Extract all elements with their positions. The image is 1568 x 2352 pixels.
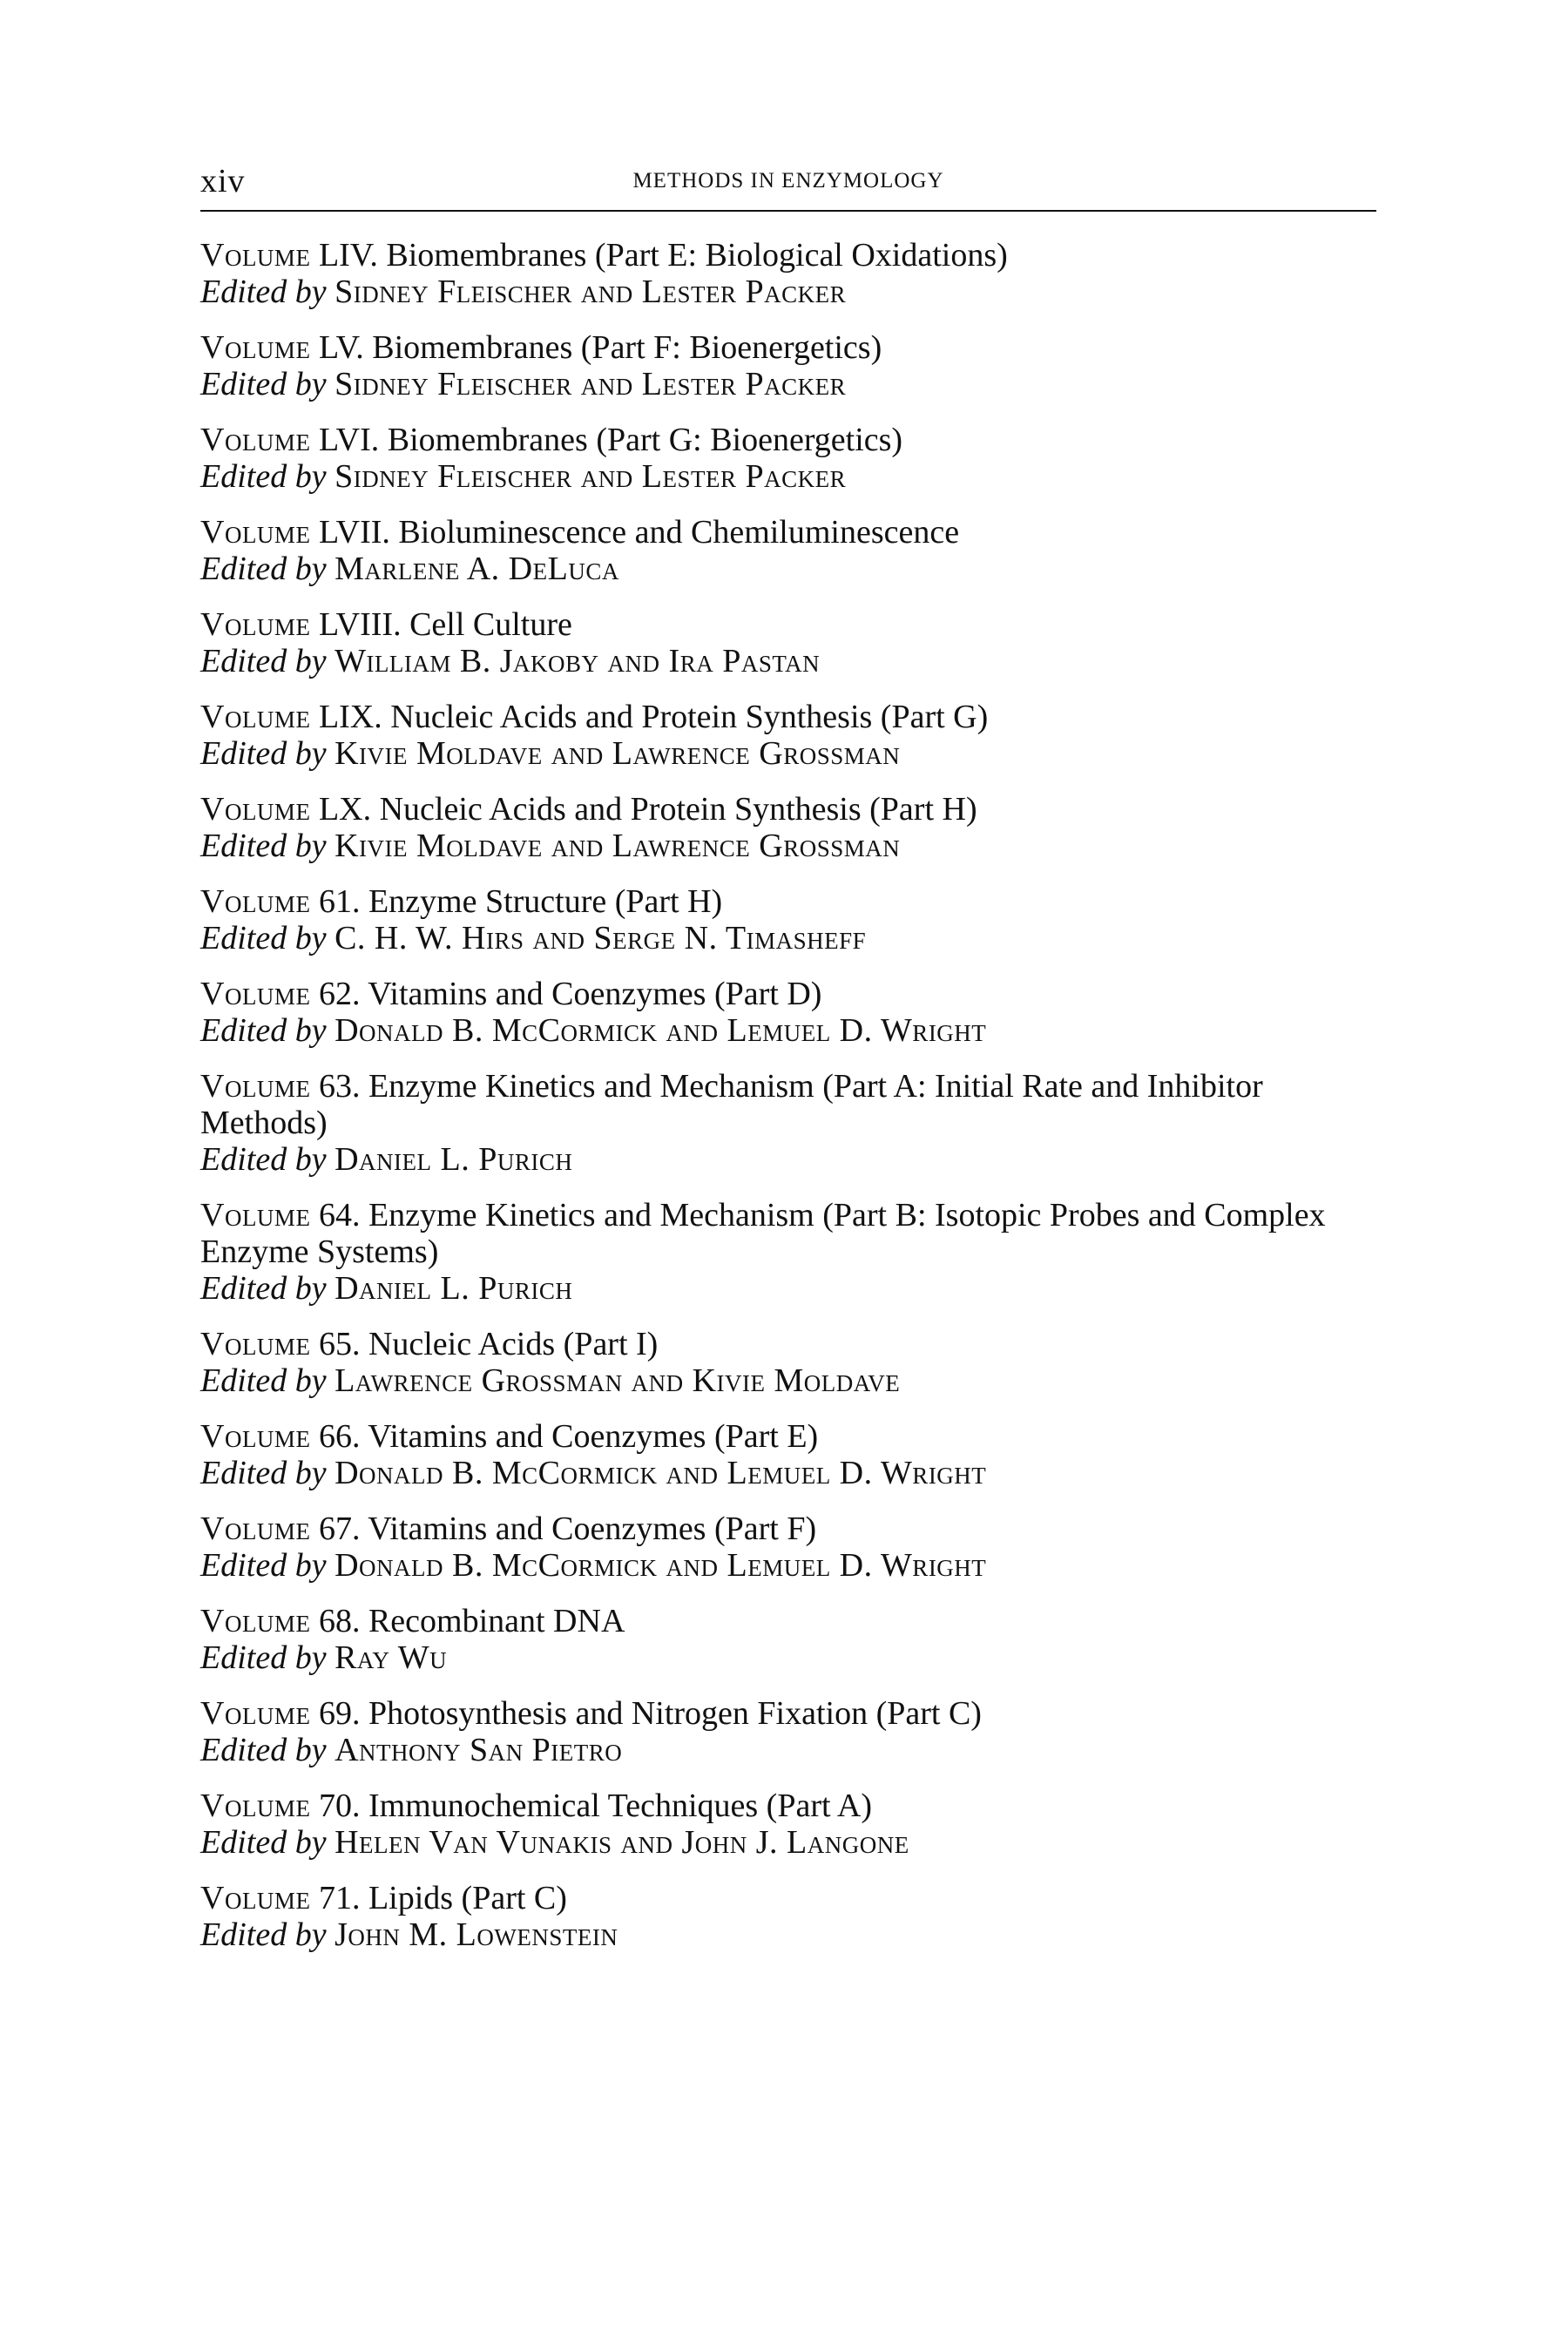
volume-word: Volume [200, 422, 311, 458]
editor-names: Donald B. McCormick and Lemuel D. Wright [335, 1547, 987, 1584]
editors-line [200, 1362, 1368, 1399]
header-rule [200, 210, 1376, 212]
editor-names: Daniel L. Purich [335, 1141, 573, 1178]
volume-title: Vitamins and Coenzymes (Part D) [368, 976, 822, 1012]
editors-line [200, 1916, 1368, 1953]
volume-title: Vitamins and Coenzymes (Part E) [368, 1418, 819, 1455]
editors-line [200, 1270, 1368, 1307]
volume-word: Volume [200, 1695, 311, 1732]
editor-names: Sidney Fleischer and Lester Packer [335, 274, 847, 310]
volume-number: LVI [318, 422, 371, 458]
volume-number: LVII [318, 514, 382, 551]
edited-by-label: Edited by [200, 1362, 327, 1399]
volume-title: Biomembranes (Part E: Biological Oxidations) [386, 237, 1008, 274]
editor-names: C. H. W. Hirs and Serge N. Timasheff [335, 920, 867, 956]
volume-entry [200, 329, 1368, 402]
editor-names: Kivie Moldave and Lawrence Grossman [335, 735, 901, 772]
edited-by-label: Edited by [200, 643, 327, 679]
editor-names: Donald B. McCormick and Lemuel D. Wright [335, 1455, 987, 1491]
volume-entry [200, 422, 1368, 495]
volume-entry [200, 1068, 1368, 1178]
volume-word: Volume [200, 1511, 311, 1547]
volume-entry [200, 883, 1368, 956]
volume-title: Immunochemical Techniques (Part A) [368, 1788, 873, 1824]
volume-number: 66 [318, 1418, 352, 1455]
volume-title: Recombinant DNA [368, 1603, 625, 1639]
volume-word: Volume [200, 976, 311, 1012]
volume-title-line: Volume 70. Immunochemical Techniques (Part A) [200, 1788, 873, 1824]
editors-line [200, 828, 1368, 864]
volume-word: Volume [200, 699, 311, 735]
volume-entry [200, 237, 1368, 310]
volume-word: Volume [200, 1880, 311, 1916]
volume-entry [200, 1418, 1368, 1491]
volume-word: Volume [200, 1326, 311, 1362]
volume-number: 63 [318, 1068, 352, 1105]
editor-names: Kivie Moldave and Lawrence Grossman [335, 828, 901, 864]
edited-by-label: Edited by [200, 366, 327, 402]
volume-word: Volume [200, 1068, 311, 1105]
volume-title-line: Volume 71. Lipids (Part C) [200, 1880, 567, 1916]
volume-title-line: Volume 64. Enzyme Kinetics and Mechanism (Part B: Isotopic Probes and Complex Enzyme Systems) [200, 1197, 1326, 1270]
page-number: xiv [200, 163, 246, 199]
editors-line [200, 274, 1368, 310]
editor-names: John M. Lowenstein [335, 1916, 618, 1953]
volume-number: LIX [318, 699, 375, 735]
edited-by-label: Edited by [200, 1141, 327, 1178]
volume-title: Nucleic Acids (Part I) [368, 1326, 659, 1362]
editors-line [200, 551, 1368, 587]
volume-title-line: Volume 69. Photosynthesis and Nitrogen Fixation (Part C) [200, 1695, 982, 1732]
volume-word: Volume [200, 1197, 311, 1233]
edited-by-label: Edited by [200, 1824, 327, 1861]
volume-title-line: Volume 61. Enzyme Structure (Part H) [200, 883, 723, 920]
editors-line [200, 1639, 1368, 1676]
volume-entry [200, 1880, 1368, 1953]
volume-title-line: Volume 63. Enzyme Kinetics and Mechanism (Part A: Initial Rate and Inhibitor Methods) [200, 1068, 1263, 1141]
volume-entry [200, 1197, 1368, 1307]
edited-by-label: Edited by [200, 458, 327, 495]
edited-by-label: Edited by [200, 1455, 327, 1491]
volume-word: Volume [200, 1788, 311, 1824]
edited-by-label: Edited by [200, 828, 327, 864]
volume-title: Lipids (Part C) [368, 1880, 567, 1916]
volume-title: Biomembranes (Part G: Bioenergetics) [387, 422, 903, 458]
editor-names: Helen Van Vunakis and John J. Langone [335, 1824, 909, 1861]
volume-title-line: Volume LVI. Biomembranes (Part G: Bioenergetics) [200, 422, 903, 458]
volume-entry [200, 791, 1368, 864]
volume-title-line: Volume 68. Recombinant DNA [200, 1603, 625, 1639]
editors-line [200, 1141, 1368, 1178]
volume-number: 62 [318, 976, 352, 1012]
volume-word: Volume [200, 237, 311, 274]
editors-line [200, 1547, 1368, 1584]
editor-names: Daniel L. Purich [335, 1270, 573, 1307]
volume-title: Photosynthesis and Nitrogen Fixation (Part C) [368, 1695, 982, 1732]
volume-title: Nucleic Acids and Protein Synthesis (Part G) [390, 699, 989, 735]
volume-entry [200, 606, 1368, 679]
editors-line [200, 735, 1368, 772]
volume-word: Volume [200, 883, 311, 920]
editor-names: Sidney Fleischer and Lester Packer [335, 458, 847, 495]
volume-number: 67 [318, 1511, 352, 1547]
editor-names: Sidney Fleischer and Lester Packer [335, 366, 847, 402]
volume-word: Volume [200, 1418, 311, 1455]
volume-title-line: Volume LX. Nucleic Acids and Protein Synthesis (Part H) [200, 791, 977, 828]
volume-number: 61 [318, 883, 352, 920]
volume-title-line: Volume 65. Nucleic Acids (Part I) [200, 1326, 659, 1362]
volume-number: LVIII [318, 606, 394, 643]
volume-title: Vitamins and Coenzymes (Part F) [368, 1511, 817, 1547]
editors-line [200, 1455, 1368, 1491]
volume-title: Bioluminescence and Chemiluminescence [398, 514, 960, 551]
volume-entry [200, 1511, 1368, 1584]
volume-title-line: Volume LIV. Biomembranes (Part E: Biological Oxidations) [200, 237, 1008, 274]
volume-title-line: Volume LVIII. Cell Culture [200, 606, 572, 643]
edited-by-label: Edited by [200, 1547, 327, 1584]
volume-entry [200, 699, 1368, 772]
running-title: METHODS IN ENZYMOLOGY [632, 169, 944, 193]
volume-title: Enzyme Kinetics and Mechanism (Part A: Initial Rate and Inhibitor Methods) [200, 1068, 1263, 1141]
editor-names: Ray Wu [335, 1639, 448, 1676]
volume-entry [200, 514, 1368, 587]
volume-number: 68 [318, 1603, 352, 1639]
running-head [200, 160, 1376, 202]
volume-number: 64 [318, 1197, 352, 1233]
edited-by-label: Edited by [200, 274, 327, 310]
editors-line [200, 920, 1368, 956]
editor-names: Marlene A. DeLuca [335, 551, 619, 587]
volume-number: 70 [318, 1788, 352, 1824]
volume-number: LX [318, 791, 363, 828]
volume-title: Enzyme Kinetics and Mechanism (Part B: Isotopic Probes and Complex Enzyme Systems) [200, 1197, 1326, 1270]
editors-line [200, 1824, 1368, 1861]
volume-number: LV [318, 329, 356, 366]
editor-names: William B. Jakoby and Ira Pastan [335, 643, 821, 679]
volume-title-line: Volume LIX. Nucleic Acids and Protein Synthesis (Part G) [200, 699, 989, 735]
edited-by-label: Edited by [200, 1639, 327, 1676]
volume-number: 65 [318, 1326, 352, 1362]
editors-line [200, 1012, 1368, 1049]
volume-number: 71 [318, 1880, 352, 1916]
volume-title: Cell Culture [409, 606, 572, 643]
edited-by-label: Edited by [200, 551, 327, 587]
volume-list [200, 237, 1368, 1972]
editor-names: Lawrence Grossman and Kivie Moldave [335, 1362, 901, 1399]
edited-by-label: Edited by [200, 1270, 327, 1307]
edited-by-label: Edited by [200, 1732, 327, 1768]
editors-line [200, 643, 1368, 679]
volume-title-line: Volume 62. Vitamins and Coenzymes (Part D) [200, 976, 822, 1012]
edited-by-label: Edited by [200, 920, 327, 956]
volume-entry [200, 1695, 1368, 1768]
volume-title-line: Volume LV. Biomembranes (Part F: Bioenergetics) [200, 329, 882, 366]
editors-line [200, 366, 1368, 402]
edited-by-label: Edited by [200, 1916, 327, 1953]
volume-number: LIV [318, 237, 370, 274]
volume-entry [200, 976, 1368, 1049]
volume-title-line: Volume 66. Vitamins and Coenzymes (Part E) [200, 1418, 819, 1455]
editor-names: Donald B. McCormick and Lemuel D. Wright [335, 1012, 987, 1049]
volume-word: Volume [200, 514, 311, 551]
volume-entry [200, 1788, 1368, 1861]
volume-number: 69 [318, 1695, 352, 1732]
edited-by-label: Edited by [200, 735, 327, 772]
volume-title: Biomembranes (Part F: Bioenergetics) [372, 329, 882, 366]
editors-line [200, 458, 1368, 495]
volume-title: Enzyme Structure (Part H) [368, 883, 723, 920]
volume-word: Volume [200, 329, 311, 366]
volume-entry [200, 1603, 1368, 1676]
volume-word: Volume [200, 791, 311, 828]
volume-title-line: Volume LVII. Bioluminescence and Chemiluminescence [200, 514, 960, 551]
volume-title-line: Volume 67. Vitamins and Coenzymes (Part F) [200, 1511, 817, 1547]
volume-word: Volume [200, 606, 311, 643]
volume-entry [200, 1326, 1368, 1399]
edited-by-label: Edited by [200, 1012, 327, 1049]
volume-title: Nucleic Acids and Protein Synthesis (Part H) [379, 791, 977, 828]
volume-word: Volume [200, 1603, 311, 1639]
editors-line [200, 1732, 1368, 1768]
editor-names: Anthony San Pietro [335, 1732, 623, 1768]
